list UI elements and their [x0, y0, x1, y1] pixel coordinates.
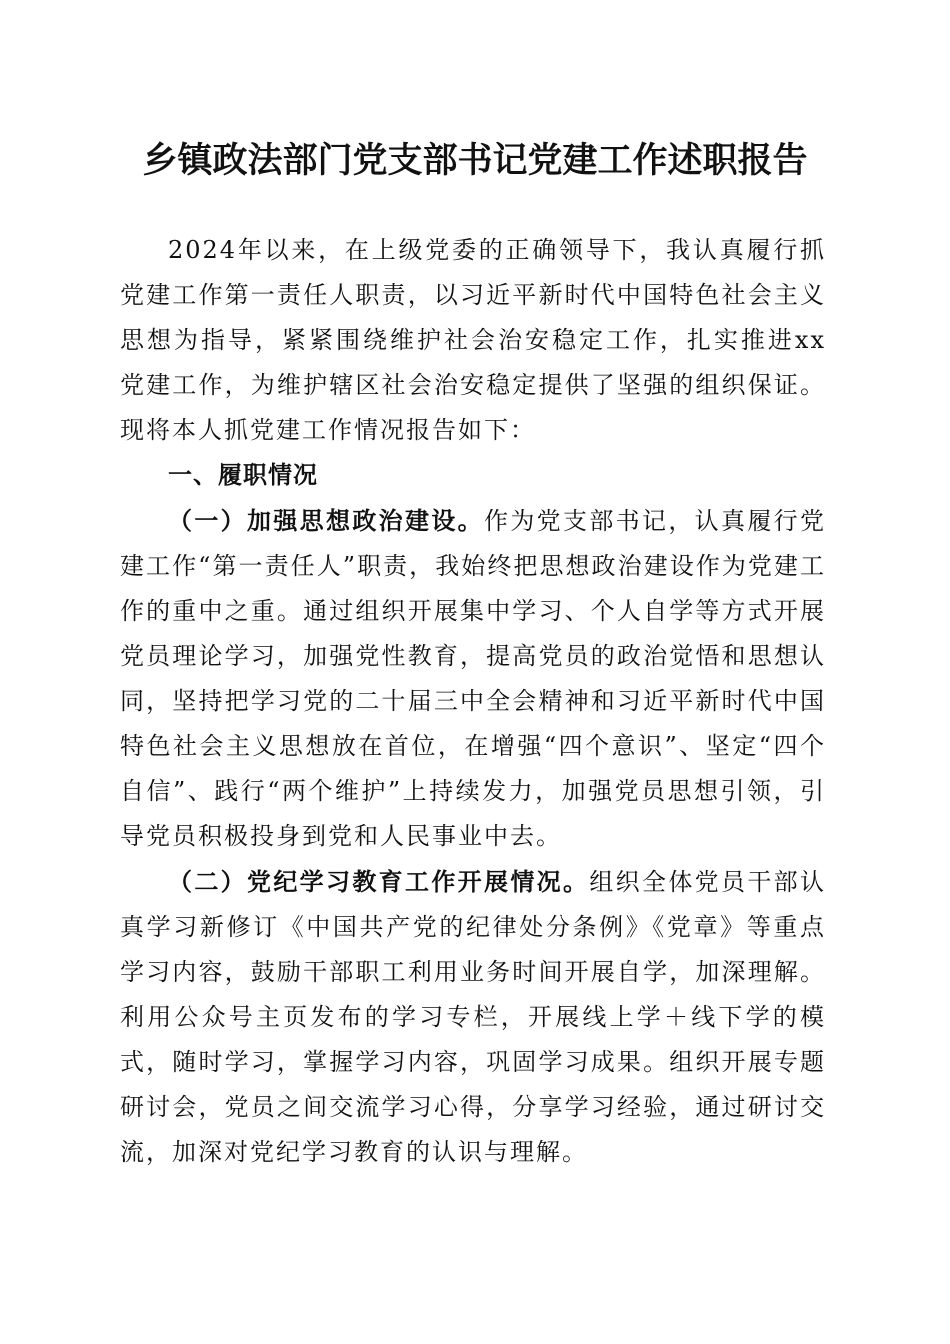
document-title: 乡镇政法部门党支部书记党建工作述职报告 — [142, 140, 808, 181]
item-body-political-building: 作为党支部书记，认真履行党建工作“第一责任人”职责，我始终把思想政治建设作为党建工作的重中之重。通过组织开展集中学习、个人自学等方式开展党员理论学习，加强党性教育，提高党员的政治觉悟和思想认同，坚持把学习党的二十届三中全会精神和习近平新时代中国特色社会主义思想放在首位，在增强“四个意识”、坚定“四个自信”、践行“两个维护”上持续发力，加强党员思想引领，引导党员积极投身到党和人民事业中去。 — [120, 507, 826, 850]
document-body — [120, 228, 826, 1175]
item-paragraph-political-building — [120, 498, 826, 859]
item-paragraph-discipline-education — [120, 859, 826, 1175]
intro-paragraph: 2024年以来，在上级党委的正确领导下，我认真履行抓党建工作第一责任人职责，以习近平新时代中国特色社会主义思想为指导，紧紧围绕维护社会治安稳定工作，扎实推进xx党建工作，为维护辖区社会治安稳定提供了坚强的组织保证。现将本人抓党建工作情况报告如下： — [120, 236, 826, 444]
item-lead-discipline-education: （二）党纪学习教育工作开展情况。 — [168, 867, 590, 896]
section-heading-duty-performance: 一、履职情况 — [168, 461, 318, 489]
item-lead-political-building: （一）加强思想政治建设。 — [168, 506, 484, 535]
item-body-discipline-education: 组织全体党员干部认真学习新修订《中国共产党的纪律处分条例》《党章》等重点学习内容，鼓励干部职工利用业务时间开展自学，加深理解。利用公众号主页发布的学习专栏，开展线上学＋线下学的模式，随时学习，掌握学习内容，巩固学习成果。组织开展专题研讨会，党员之间交流学习心得，分享学习经验，通过研讨交流，加深对党纪学习教育的认识与理解。 — [120, 868, 827, 1166]
